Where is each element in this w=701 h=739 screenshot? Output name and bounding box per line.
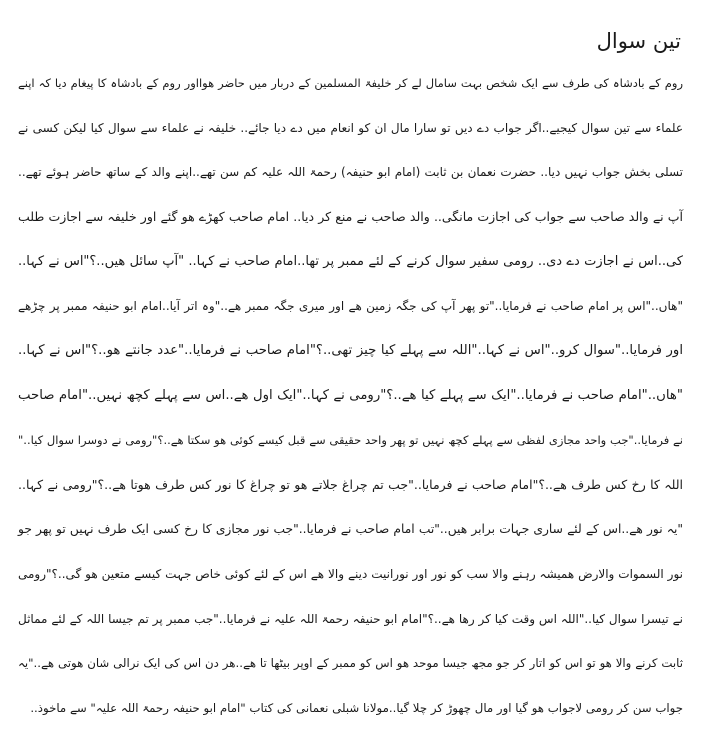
paragraph-line: نور السموات والارض ھمیشہ رہنے والا سب کو نور اور نورانیت دینے والا ھے اس کے لئے کوئی خاص جہت کیسے متعین ھو گی..؟"رومی [18, 567, 683, 581]
paragraph-line: کی..اس نے اجازت دے دی.. رومی سفیر سوال کرنے کے لئے ممبر پر تھا..امام صاحب نے کہا.. "آپ سائل ھیں..؟"اس نے کہا.. [18, 254, 683, 269]
paragraph-line: روم کے بادشاہ کی طرف سے ایک شخص بہت سامال لے کر خلیفۃ المسلمین کے دربار میں حاضر ھوااور روم کے بادشاہ کا پیغام دیا کہ اپنے [18, 76, 683, 90]
paragraph-line: نے تیسرا سوال کیا.."اللہ اس وقت کیا کر رھا ھے..؟"امام ابو حنیفہ رحمۃ اللہ علیہ نے فرمایا.."جب ممبر پر تم جیسا اللہ کے لئے مماثل [18, 612, 683, 626]
article-title: تین سوال [596, 29, 681, 53]
paragraph-line: آپ نے والد صاحب سے جواب کی اجازت مانگی.. والد صاحب نے منع کر دیا.. امام صاحب کھڑے ھو گئے اور خلیفہ سے اجازت طلب [18, 209, 683, 224]
paragraph-line: ثابت کرنے والا ھو تو اس کو اتار کر جو مجھ جیسا موحد ھو اس کو ممبر کے اوپر بیٹھا تا ھے..ھر دن اس کی ایک نرالی شان ھوتی ھے.."یہ [18, 656, 683, 670]
paragraph-line: اور فرمایا.."سوال کرو.."اس نے کہا.."اللہ سے پہلے کیا چیز تھی..؟"امام صاحب نے فرمایا.."عدد جانتے ھو..؟"اس نے کہا.. [18, 343, 683, 358]
paragraph-line: جواب سن کر رومی لاجواب ھو گیا اور مال چھوڑ کر چلا گیا..مولانا شبلی نعمانی کی کتاب "امام ابو حنیفہ رحمۃ اللہ علیہ" سے ماخوذ.. [30, 701, 683, 715]
paragraph-line: تسلی بخش جواب نہیں دیا.. حضرت نعمان بن ثابت (امام ابو حنیفہ) رحمۃ اللہ علیہ کم سن تھے..اپنے والد کے ساتھ حاضر ہوئے تھے.. [18, 165, 683, 179]
paragraph-line: "ھاں.."امام صاحب نے فرمایا.."ایک سے پہلے کیا ھے..؟"رومی نے کہا.."ایک اول ھے..اس سے پہلے کچھ نہیں.."امام صاحب [18, 388, 683, 403]
paragraph-line: علماء سے تین سوال کیجیے..اگر جواب دے دیں تو سارا مال ان کو انعام میں دے دیا جائے.. خلیفہ نے علماء سے سوال کیا لیکن کسی نے [18, 121, 683, 135]
paragraph-line: "ھاں.."اس پر امام صاحب نے فرمایا.."تو پھر آپ کی جگہ زمین ھے اور میری جگہ ممبر ھے.."وہ اتر آیا..امام ابو حنیفہ ممبر پر چڑھے [18, 299, 683, 313]
paragraph-line: نے فرمایا.."جب واحد مجازی لفظی سے پہلے کچھ نہیں تو پھر واحد حقیقی سے قبل کیسے کوئی ھو سکتا ھے..؟"رومی نے دوسرا سوال کیا.." [18, 433, 683, 447]
paragraph-line: اللہ کا رخ کس طرف ھے..؟"امام صاحب نے فرمایا.."جب تم چراغ جلاتے ھو تو چراغ کا نور کس طرف ھوتا ھے..؟"رومی نے کہا.. [18, 477, 683, 492]
paragraph-line: "یہ نور ھے..اس کے لئے ساری جہات برابر ھیں.."تب امام صاحب نے فرمایا.."جب نور مجازی کا رخ کسی ایک طرف نہیں تو پھر جو [18, 522, 683, 536]
